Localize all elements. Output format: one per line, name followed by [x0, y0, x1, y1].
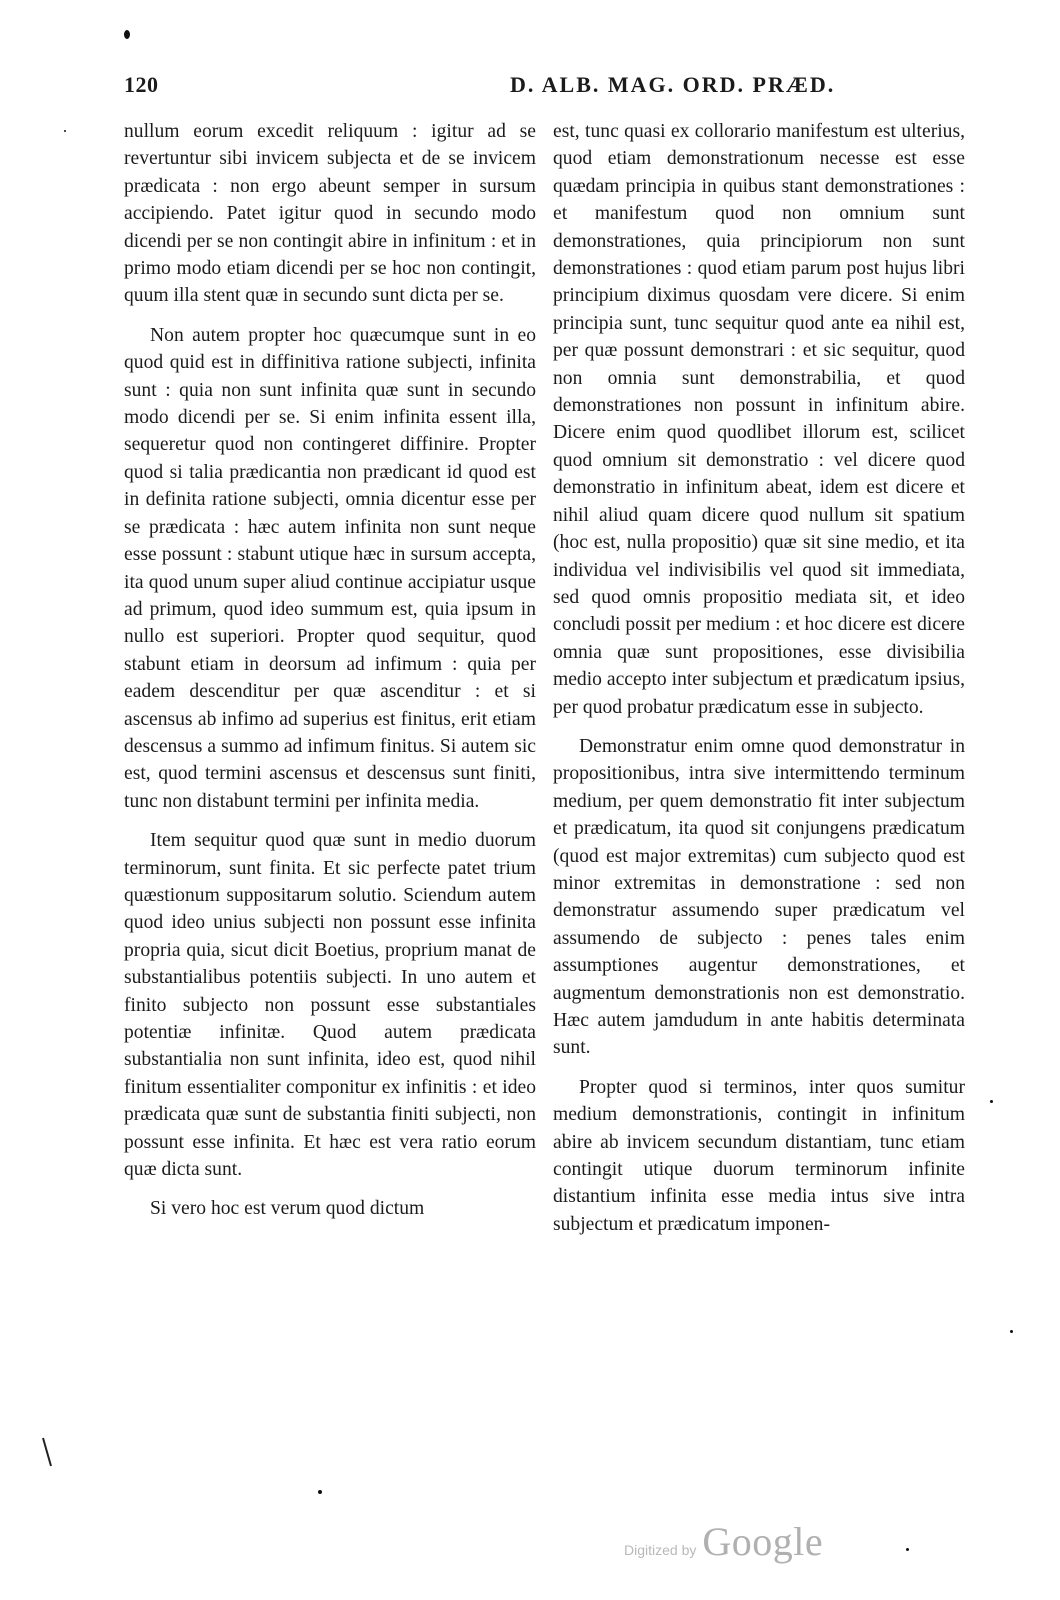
ink-speck: [124, 30, 130, 39]
paragraph: Si vero hoc est verum quod dictum: [150, 1198, 425, 1220]
margin-stroke: [40, 1436, 54, 1470]
paragraph: est, tunc quasi ex collorario manifestum est ulterius, quod etiam demonstrationum necesse est esse quædam principia in quibus stant demonstrationes : et manifestum quod non omnium sunt demonstrationes, quia principiorum non sunt demonstrationes : quod etiam parum post hujus libri principium diximus quosdam vere dicere. Si enim principia sunt, tunc sequitur quod ante ea nihil est, per quæ possunt demonstrari : et sic sequitur, quod non omnia sunt demonstrabilia, et quod demonstrationes non possunt in infinitum abire. Dicere enim quod quodlibet illorum est, scilicet quod omnium sit demonstratio : vel dicere quod demonstratio in infinitum abeat, idem est dicere et nihil aliud quam dicere quod nullum sit spatium (hoc est, nulla propositio) quæ sit sine medio, et ita individua vel indivisibilis vel quod sit immediata, sed quod omnis propositio mediata sit, et ideo concludi possit per medium : et hoc dicere est dicere omnia quæ sunt propositiones, esse divisibilia medio accepto inter subjectum et prædicatum ipsius, per quod probatur prædicatum esse in subjecto.: [553, 121, 965, 718]
ink-speck: [906, 1548, 909, 1551]
paragraph: nullum eorum excedit reliquum : igitur ad se revertuntur sibi invicem subjecta et de se invicem prædicata : non ergo abeunt semper in sursum accipiendo. Patet igitur quod in secundo modo dicendi per se non contingit abire in infinitum : et in primo modo etiam dicendi per se hoc non contingit, quum illa stent quæ in secundo sunt dicta per se.: [124, 121, 536, 307]
digitized-credit: [624, 1518, 823, 1562]
ink-speck: [318, 1490, 322, 1494]
digitized-label: Digitized by: [624, 1542, 697, 1558]
ink-speck: [990, 1100, 993, 1103]
paragraph: Item sequitur quod quæ sunt in medio duorum terminorum, sunt finita. Et sic perfecte patet trium quæstionum suppositarum solutio. Sciendum autem quod ideo unius subjecti non possunt esse infinita propria quia, sicut dicit Boetius, proprium manat de substantialibus potentiis subjecti. In uno autem et finito subjecto non possunt esse substantiales potentiæ infinitæ. Quod autem prædicata substantialia non sunt infinita, ideo est, quod nihil finitum essentialiter componitur ex infinitis : et ideo prædicata quæ sunt de substantia finiti subjecti, non possunt esse infinita. Et hæc est vera ratio eorum quæ dicta sunt.: [124, 830, 536, 1181]
paragraph: Propter quod si terminos, inter quos sumitur medium demonstrationis, contingit in infinitum abire ab invicem secundum distantiam, tunc etiam contingit utique duorum terminorum infinite distantium infinita esse media intus sive intra subjectum et prædicatum imponen-: [553, 1076, 965, 1235]
right-column: [553, 118, 965, 1250]
paragraph: Non autem propter hoc quæcumque sunt in eo quod quid est in diffinitiva ratione subjecti, infinita sunt : quia non sunt infinita quæ sunt in secundo modo dicendi per se. Si enim infinita essent illa, sequeretur quod non contingeret diffinire. Propter quod si talia prædicantia non prædicant id quod est in definita ratione subjecti, omnia dicentur esse per se prædicata : hæc autem infinita non sunt neque esse possunt : stabunt utique hæc in sursum accepta, ita quod unum super aliud continue accipiatur usque ad primum, quod ideo summum est, quia ipsum in nullo est superiori. Propter quod sequitur, quod stabunt etiam in deorsum ad infimum : quia per eadem descenditur per quæ ascenditur : et si ascensus ab infimo ad superius est finitus, erit etiam descensus a summo ad infimum finitus. Si autem sic est, quod termini ascensus et descensus sunt finiti, tunc non distabunt termini per infinita media.: [124, 324, 536, 812]
google-logo: Google: [702, 1519, 824, 1564]
ink-speck: [64, 130, 66, 132]
page-number: 120: [124, 72, 159, 97]
running-head: D. ALB. MAG. ORD. PRÆD.: [510, 72, 836, 97]
left-column: [124, 118, 536, 1235]
ink-speck: [1010, 1330, 1013, 1333]
page-header: [124, 72, 964, 108]
paragraph: Demonstratur enim omne quod demonstratur in propositionibus, intra sive intermittendo terminum medium, per quem demonstratio fit inter subjectum et prædicatum, ita quod sit conjungens prædicatum (quod est major extremitas) cum subjecto quod est minor extremitas in demonstratione : sed non demonstratur assumendo super prædicatum vel assumendo de subjecto : penes tales enim assumptiones augentur demonstrationes, et augmentum demonstrationis non est demonstratio. Hæc autem jamdudum in ante habitis determinata sunt.: [553, 735, 965, 1059]
